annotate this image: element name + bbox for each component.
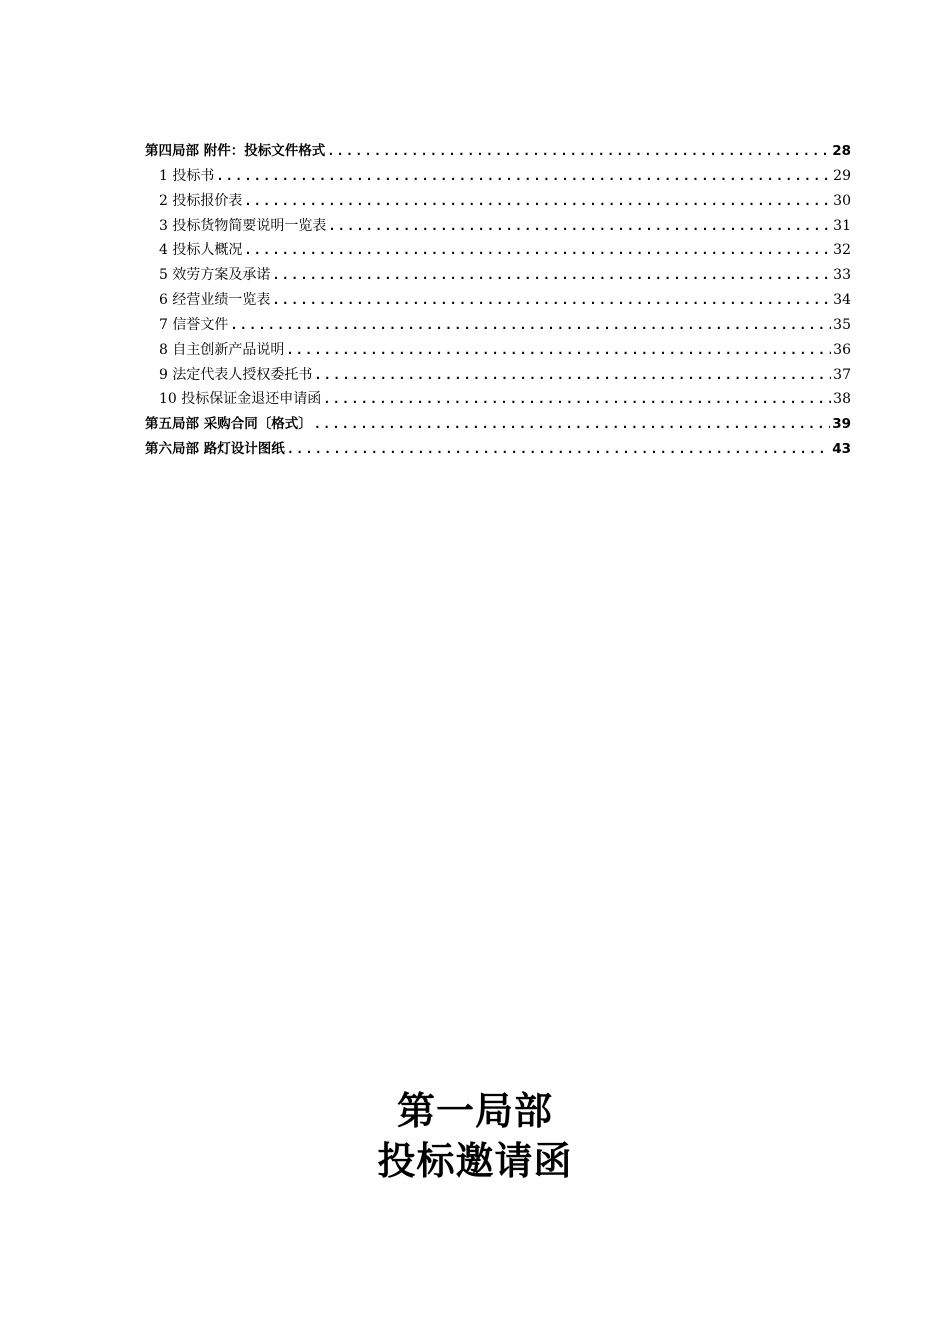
toc-page-number: 34 (833, 292, 851, 309)
toc-entry-title: 9 法定代表人授权委托书 (159, 366, 313, 383)
toc-entry-title: 8 自主创新产品说明 (159, 341, 285, 358)
toc-leader-dots (230, 313, 831, 338)
toc-entry[interactable] (145, 363, 851, 388)
toc-page-number: 37 (833, 366, 851, 383)
toc-page-number: 35 (833, 316, 851, 333)
toc-entry-title: 第五局部 采购合同〔格式〕 (145, 416, 312, 433)
toc-leader-dots (216, 164, 831, 189)
toc-entry[interactable] (145, 338, 851, 363)
toc-entry[interactable] (145, 387, 851, 412)
toc-entry-title: 7 信誉文件 (159, 316, 229, 333)
toc-leader-dots (272, 288, 831, 313)
toc-page-number: 32 (833, 242, 851, 259)
toc-entry-title: 2 投标报价表 (159, 192, 243, 209)
section-heading-part: 第一局部 (396, 1088, 553, 1133)
toc-page-number: 29 (833, 167, 851, 184)
toc-entry[interactable] (145, 288, 851, 313)
toc-entry[interactable] (145, 214, 851, 239)
toc-entry-part-4[interactable] (145, 139, 851, 164)
toc-entry-title: 5 效劳方案及承诺 (159, 267, 271, 284)
toc-entry-title: 第六局部 路灯设计图纸 (145, 441, 285, 458)
toc-leader-dots (327, 139, 830, 164)
toc-leader-dots (244, 189, 831, 214)
toc-leader-dots (272, 263, 831, 288)
table-of-contents (145, 139, 851, 462)
toc-entry-part-5[interactable] (145, 412, 851, 437)
toc-entry-title: 3 投标货物简要说明一览表 (159, 217, 327, 234)
toc-leader-dots (314, 363, 831, 388)
toc-leader-dots (286, 338, 831, 363)
toc-page-number: 43 (832, 441, 851, 458)
toc-leader-dots (287, 437, 831, 462)
toc-page-number: 39 (832, 416, 851, 433)
toc-page-number: 28 (832, 143, 851, 159)
toc-leader-dots (328, 214, 831, 239)
toc-entry[interactable] (145, 313, 851, 338)
toc-entry-title: 4 投标人概况 (159, 242, 243, 259)
toc-entry[interactable] (145, 189, 851, 214)
toc-leader-dots (323, 387, 831, 412)
toc-entry[interactable] (145, 263, 851, 288)
toc-page-number: 36 (833, 341, 851, 358)
toc-leader-dots (314, 412, 831, 437)
toc-page-number: 30 (833, 192, 851, 209)
toc-entry[interactable] (145, 164, 851, 189)
section-heading-title: 投标邀请函 (377, 1138, 573, 1183)
toc-entry-title: 10 投标保证金退还申请函 (159, 391, 322, 408)
toc-page-number: 38 (833, 391, 851, 408)
toc-entry-title: 1 投标书 (159, 167, 215, 184)
toc-entry-title: 6 经营业绩一览表 (159, 292, 271, 309)
toc-entry[interactable] (145, 238, 851, 263)
toc-entry-title: 第四局部 附件：投标文件格式 (145, 143, 326, 159)
toc-entry-part-6[interactable] (145, 437, 851, 462)
toc-page-number: 33 (833, 267, 851, 284)
toc-leader-dots (244, 238, 831, 263)
toc-page-number: 31 (833, 217, 851, 234)
